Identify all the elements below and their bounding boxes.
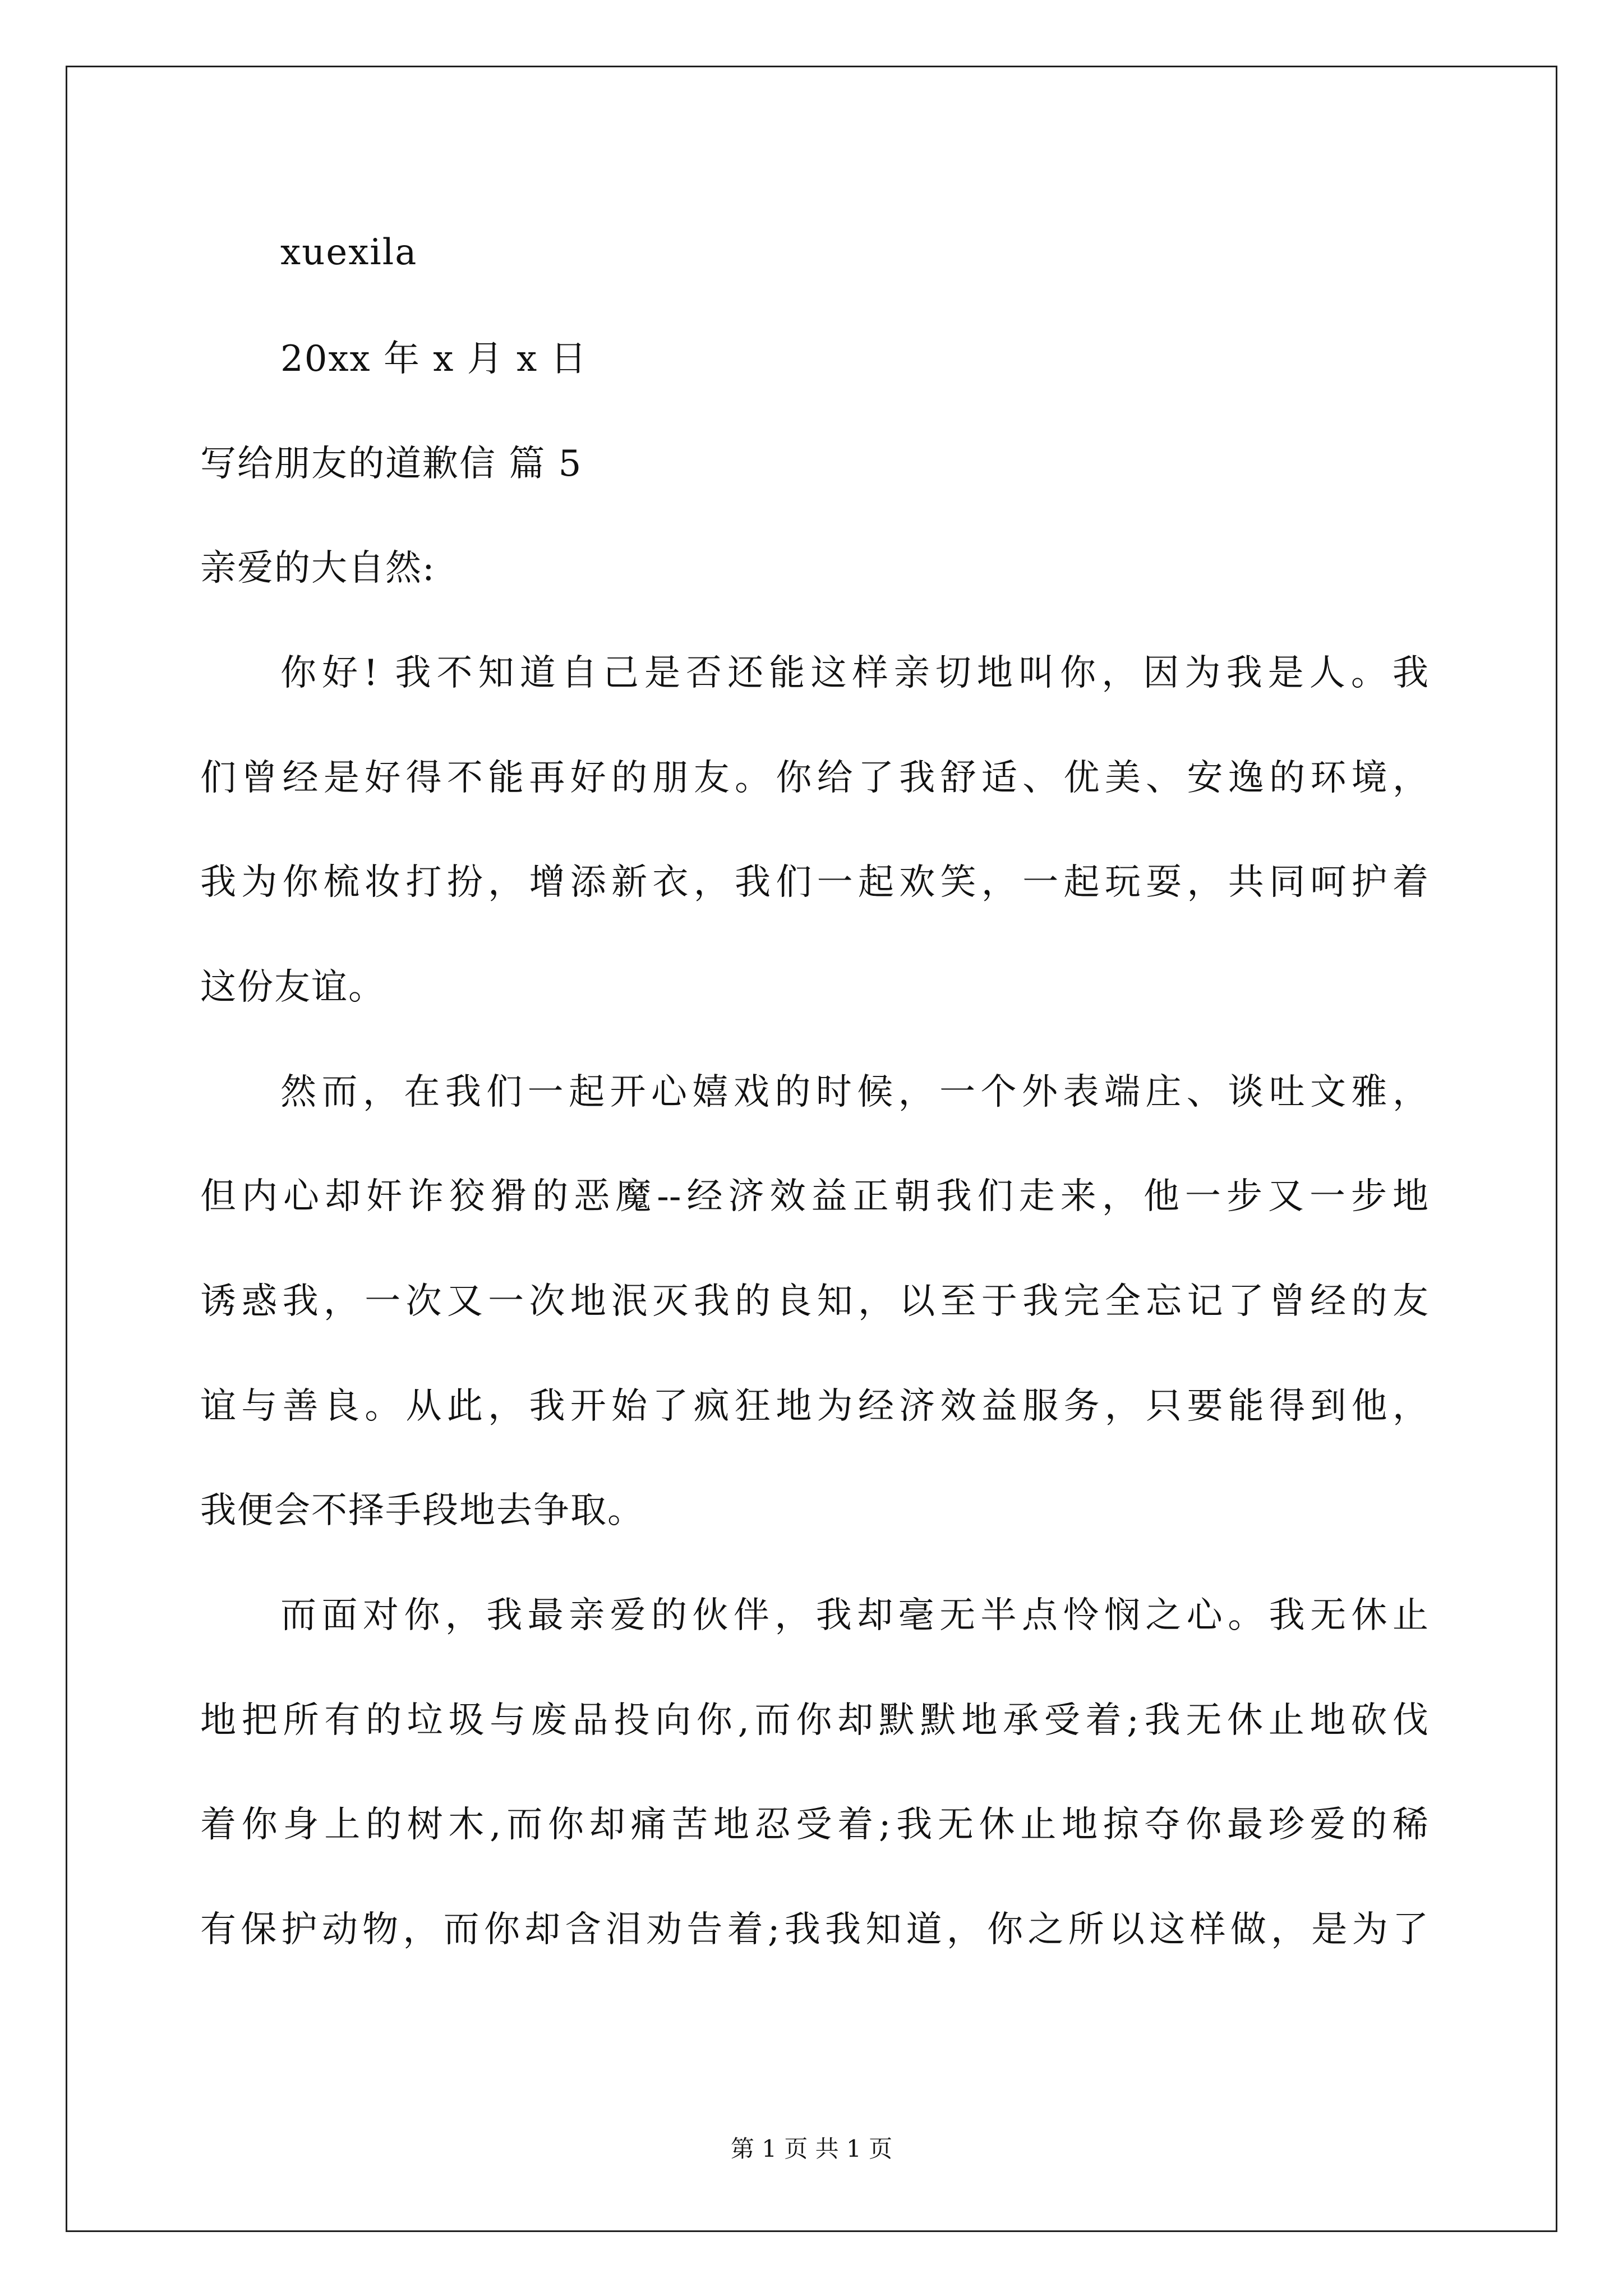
body-line: 们曾经是好得不能再好的朋友。你给了我舒适、优美、安逸的环境， [200,757,1428,799]
letter-salutation: 亲爱的大自然: [200,547,436,589]
page-footer: 第 1 页 共 1 页 [730,2135,893,2162]
body-line: 我为你梳妆打扮，增添新衣，我们一起欢笑，一起玩耍，共同呵护着 [200,862,1428,903]
body-line: 这份友谊。 [200,967,385,1008]
body-line: 谊与善良。从此，我开始了疯狂地为经济效益服务，只要能得到他， [200,1386,1428,1427]
letter-heading: 写给朋友的道歉信 篇 5 [200,443,583,485]
body-line: 有保护动物，而你却含泪劝告着;我我知道，你之所以这样做，是为了 [200,1909,1428,1950]
letter-date: 20xx 年 x 月 x 日 [280,338,588,380]
body-line: 诱惑我，一次又一次地泯灭我的良知，以至于我完全忘记了曾经的友 [200,1281,1428,1322]
body-line: 但内心却奸诈狡猾的恶魔--经济效益正朝我们走来，他一步又一步地 [200,1176,1428,1217]
body-line: 着你身上的树木,而你却痛苦地忍受着;我无休止地掠夺你最珍爱的稀 [200,1804,1428,1846]
body-line: 然而，在我们一起开心嬉戏的时候，一个外表端庄、谈吐文雅， [280,1071,1428,1113]
body-line: 我便会不择手段地去争取。 [200,1490,644,1531]
body-line: 你好! 我不知道自己是否还能这样亲切地叫你，因为我是人。我 [280,652,1428,694]
body-line: 而面对你，我最亲爱的伙伴，我却毫无半点怜悯之心。我无休止 [280,1595,1428,1636]
letter-signature: xuexila [280,232,418,273]
body-line: 地把所有的垃圾与废品投向你,而你却默默地承受着;我无休止地砍伐 [200,1700,1428,1741]
